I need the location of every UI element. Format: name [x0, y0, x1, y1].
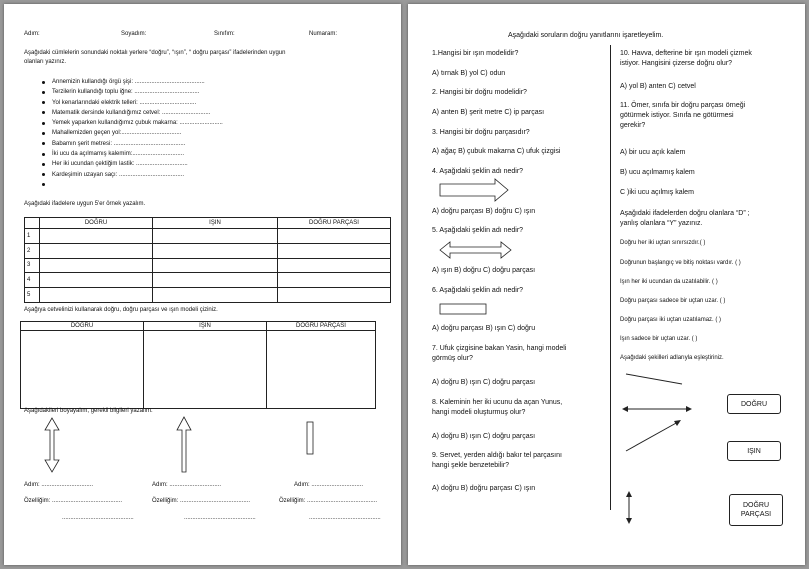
question-5-options[interactable]: A) ışın B) doğru C) doğru parçası [432, 267, 536, 274]
question-2: 2. Hangisi bir doğru modelidir? [432, 89, 527, 96]
list-item[interactable]: Mahallemizden geçen yol:.................................... [42, 128, 223, 138]
instruction-fill-blanks-2: olanları yazınız. [24, 59, 67, 65]
question-11: 11. Ömer, sınıfa bir doğru parçası örneği [620, 102, 746, 109]
statement-1[interactable]: Doğru her iki uçtan sınırsızdır.( ) [620, 240, 706, 246]
list-item[interactable]: Terzilerin kullandığı toplu iğne: ....................................... [42, 87, 223, 97]
question-10: 10. Havva, defterine bir ışın modeli çizmek [620, 50, 752, 57]
row-number: 3 [25, 258, 40, 273]
drawing-header-line: DOĞRU [21, 322, 144, 331]
question-4: 4. Aşağıdaki şeklin adı nedir? [432, 168, 524, 175]
page-title: Aşağıdaki soruların doğru yanıtlarını işaretleyelim. [508, 32, 664, 39]
statement-4[interactable]: Doğru parçası sadece bir uçtan uzar. ( ) [620, 298, 726, 304]
match-box-line[interactable] [727, 394, 781, 414]
true-false-instruction-2: yanlış olanlara “Y” yazınız. [620, 220, 703, 227]
feature-field-1[interactable]: Özelliğim: .......................................... [24, 498, 123, 504]
question-3: 3. Hangisi bir doğru parçasıdır? [432, 129, 530, 136]
up-arrow-shape [177, 417, 191, 472]
row-number: 1 [25, 229, 40, 244]
question-5: 5. Aşağıdaki şeklin adı nedir? [432, 227, 524, 234]
drawing-header-segment: DOĞRU PARÇASI [267, 322, 376, 331]
feature-field-3[interactable]: Özelliğim: .......................................... [279, 498, 378, 504]
question-8-options[interactable]: A) doğru B) ışın C) doğru parçası [432, 433, 536, 440]
matching-vertical-line-shape [626, 491, 632, 524]
question-6-options[interactable]: A) doğru parçası B) ışın C) doğru [432, 325, 536, 332]
question-11-option-b[interactable]: B) ucu açılmamış kalem [620, 169, 695, 176]
table-header-ray: IŞIN [153, 218, 278, 229]
list-item[interactable]: Yol kenarlarındaki elektrik telleri: .................................. [42, 98, 223, 108]
match-box-segment-label-2: PARÇASI [740, 511, 772, 518]
question-10-line2: istiyor. Hangisini çizerse doğru olur? [620, 60, 733, 67]
list-item[interactable]: Yemek yaparken kullandığımız çubuk makarna: .......................... [42, 118, 223, 128]
instruction-color: Aşağıdakileri boyayalım, gerekli bilgileri yazalım. [24, 408, 153, 414]
question-7: 7. Ufuk çizgisine bakan Yasin, hangi modeli [432, 345, 567, 352]
table-header-line: DOĞRU [40, 218, 153, 229]
name-field-1[interactable]: Adım: ............................... [24, 482, 94, 488]
name-field-2[interactable]: Adım: ............................... [152, 482, 222, 488]
statement-3[interactable]: Işın her iki ucundan da uzatılabilir. ( ) [620, 279, 718, 285]
match-box-line-label: DOĞRU [740, 400, 768, 408]
list-item[interactable]: Babamın şerit metresi: ........................................... [42, 139, 223, 149]
matching-instruction: Aşağıdaki şekilleri adlarıyla eşleştiriniz. [620, 355, 724, 361]
question-2-options[interactable]: A) anten B) şerit metre C) ip parçası [432, 109, 545, 116]
dots-line-2[interactable]: ........................................... [184, 515, 256, 521]
dots-line-3[interactable]: ........................................... [309, 515, 381, 521]
segment-rectangle-shape [307, 422, 313, 454]
instruction-fill-blanks: Aşağıdaki cümlelerin sonundaki noktalı yerlere “doğru”, “ışın”, “ doğru parçası” ifadelerinden uygun [24, 50, 286, 56]
list-item[interactable]: İki ucu da açılmamış kalemim:............................... [42, 149, 223, 159]
question-11-line3: gerekir? [620, 122, 646, 129]
question-8: 8. Kaleminin her iki ucunu da açan Yunus, [432, 399, 563, 406]
match-box-ray[interactable] [727, 441, 781, 461]
match-box-segment[interactable] [729, 494, 783, 526]
name-field-3[interactable]: Adım: ............................... [294, 482, 364, 488]
statement-2[interactable]: Doğrunun başlangıç ve bitiş noktası vardır. ( ) [620, 260, 741, 266]
question-9: 9. Servet, yerden aldığı bakır tel parçasını [432, 452, 562, 459]
statement-6[interactable]: Işın sadece bir uçtan uzar. ( ) [620, 336, 698, 342]
match-box-segment-label-1: DOĞRU [742, 502, 770, 509]
match-box-ray-label: IŞIN [747, 447, 761, 455]
true-false-instruction: Aşağıdaki ifadelerden doğru olanlara “D” ; [620, 210, 750, 217]
class-label: Sınıfım: [214, 31, 235, 37]
list-item[interactable]: Matematik dersinde kullandığımız cetvel: ............................. [42, 108, 223, 118]
question-11-option-c[interactable]: C )iki ucu açılmış kalem [620, 189, 694, 196]
question-6: 6. Aşağıdaki şeklin adı nedir? [432, 287, 524, 294]
drawing-header-ray: IŞIN [144, 322, 267, 331]
feature-field-2[interactable]: Özelliğim: .......................................... [152, 498, 251, 504]
question-4-options[interactable]: A) doğru parçası B) doğru C) ışın [432, 208, 536, 215]
right-worksheet-page [408, 4, 805, 565]
question-11-option-a[interactable]: A) bir ucu açık kalem [620, 149, 686, 156]
list-item[interactable]: Her iki ucundan çektiğim lastik: ............................... [42, 159, 223, 169]
question-7-line2: görmüş olur? [432, 355, 473, 362]
matching-segment-shape [626, 374, 682, 384]
row-number: 2 [25, 243, 40, 258]
matching-shapes [408, 4, 805, 565]
question-3-options[interactable]: A) ağaç B) çubuk makarna C) ufuk çizgisi [432, 148, 561, 155]
question-10-options[interactable]: A) yol B) anten C) cetvel [620, 83, 696, 90]
surname-label: Soyadım: [121, 31, 147, 37]
row-number: 5 [25, 288, 40, 303]
statement-5[interactable]: Doğru parçası iki uçtan uzatılamaz. ( ) [620, 317, 722, 323]
question-11-line2: götürmek istiyor. Sınıfa ne götürmesi [620, 112, 734, 119]
instruction-draw: Aşağıya cetvelinizi kullanarak doğru, doğru parçası ve ışın modeli çiziniz. [24, 307, 218, 313]
matching-ray-shape [626, 420, 681, 451]
question-1-options[interactable]: A) tırnak B) yol C) odun [432, 70, 506, 77]
question-9-options[interactable]: A) doğru B) doğru parçası C) ışın [432, 485, 536, 492]
list-item[interactable]: Annemizin kullandığı örgü şişi: .......................................... [42, 77, 223, 87]
dots-line-1[interactable]: ........................................... [62, 515, 134, 521]
double-arrow-shape [45, 418, 59, 472]
instruction-examples: Aşağıdaki ifadelere uygun 5'er örnek yazalım. [24, 201, 146, 207]
name-label: Adım: [24, 31, 40, 37]
row-number: 4 [25, 273, 40, 288]
number-label: Numaram: [309, 31, 338, 37]
left-worksheet-page [4, 4, 401, 565]
question-7-options[interactable]: A) doğru B) ışın C) doğru parçası [432, 379, 536, 386]
question-8-line2: hangi modeli oluşturmuş olur? [432, 409, 526, 416]
table-header-segment: DOĞRU PARÇASI [278, 218, 391, 229]
list-item[interactable]: Kardeşimin uzayan saçı: ....................................... [42, 170, 223, 180]
matching-line-shape [622, 406, 692, 412]
question-9-line2: hangi şekle benzetebilir? [432, 462, 510, 469]
question-1: 1.Hangisi bir ışın modelidir? [432, 50, 519, 57]
